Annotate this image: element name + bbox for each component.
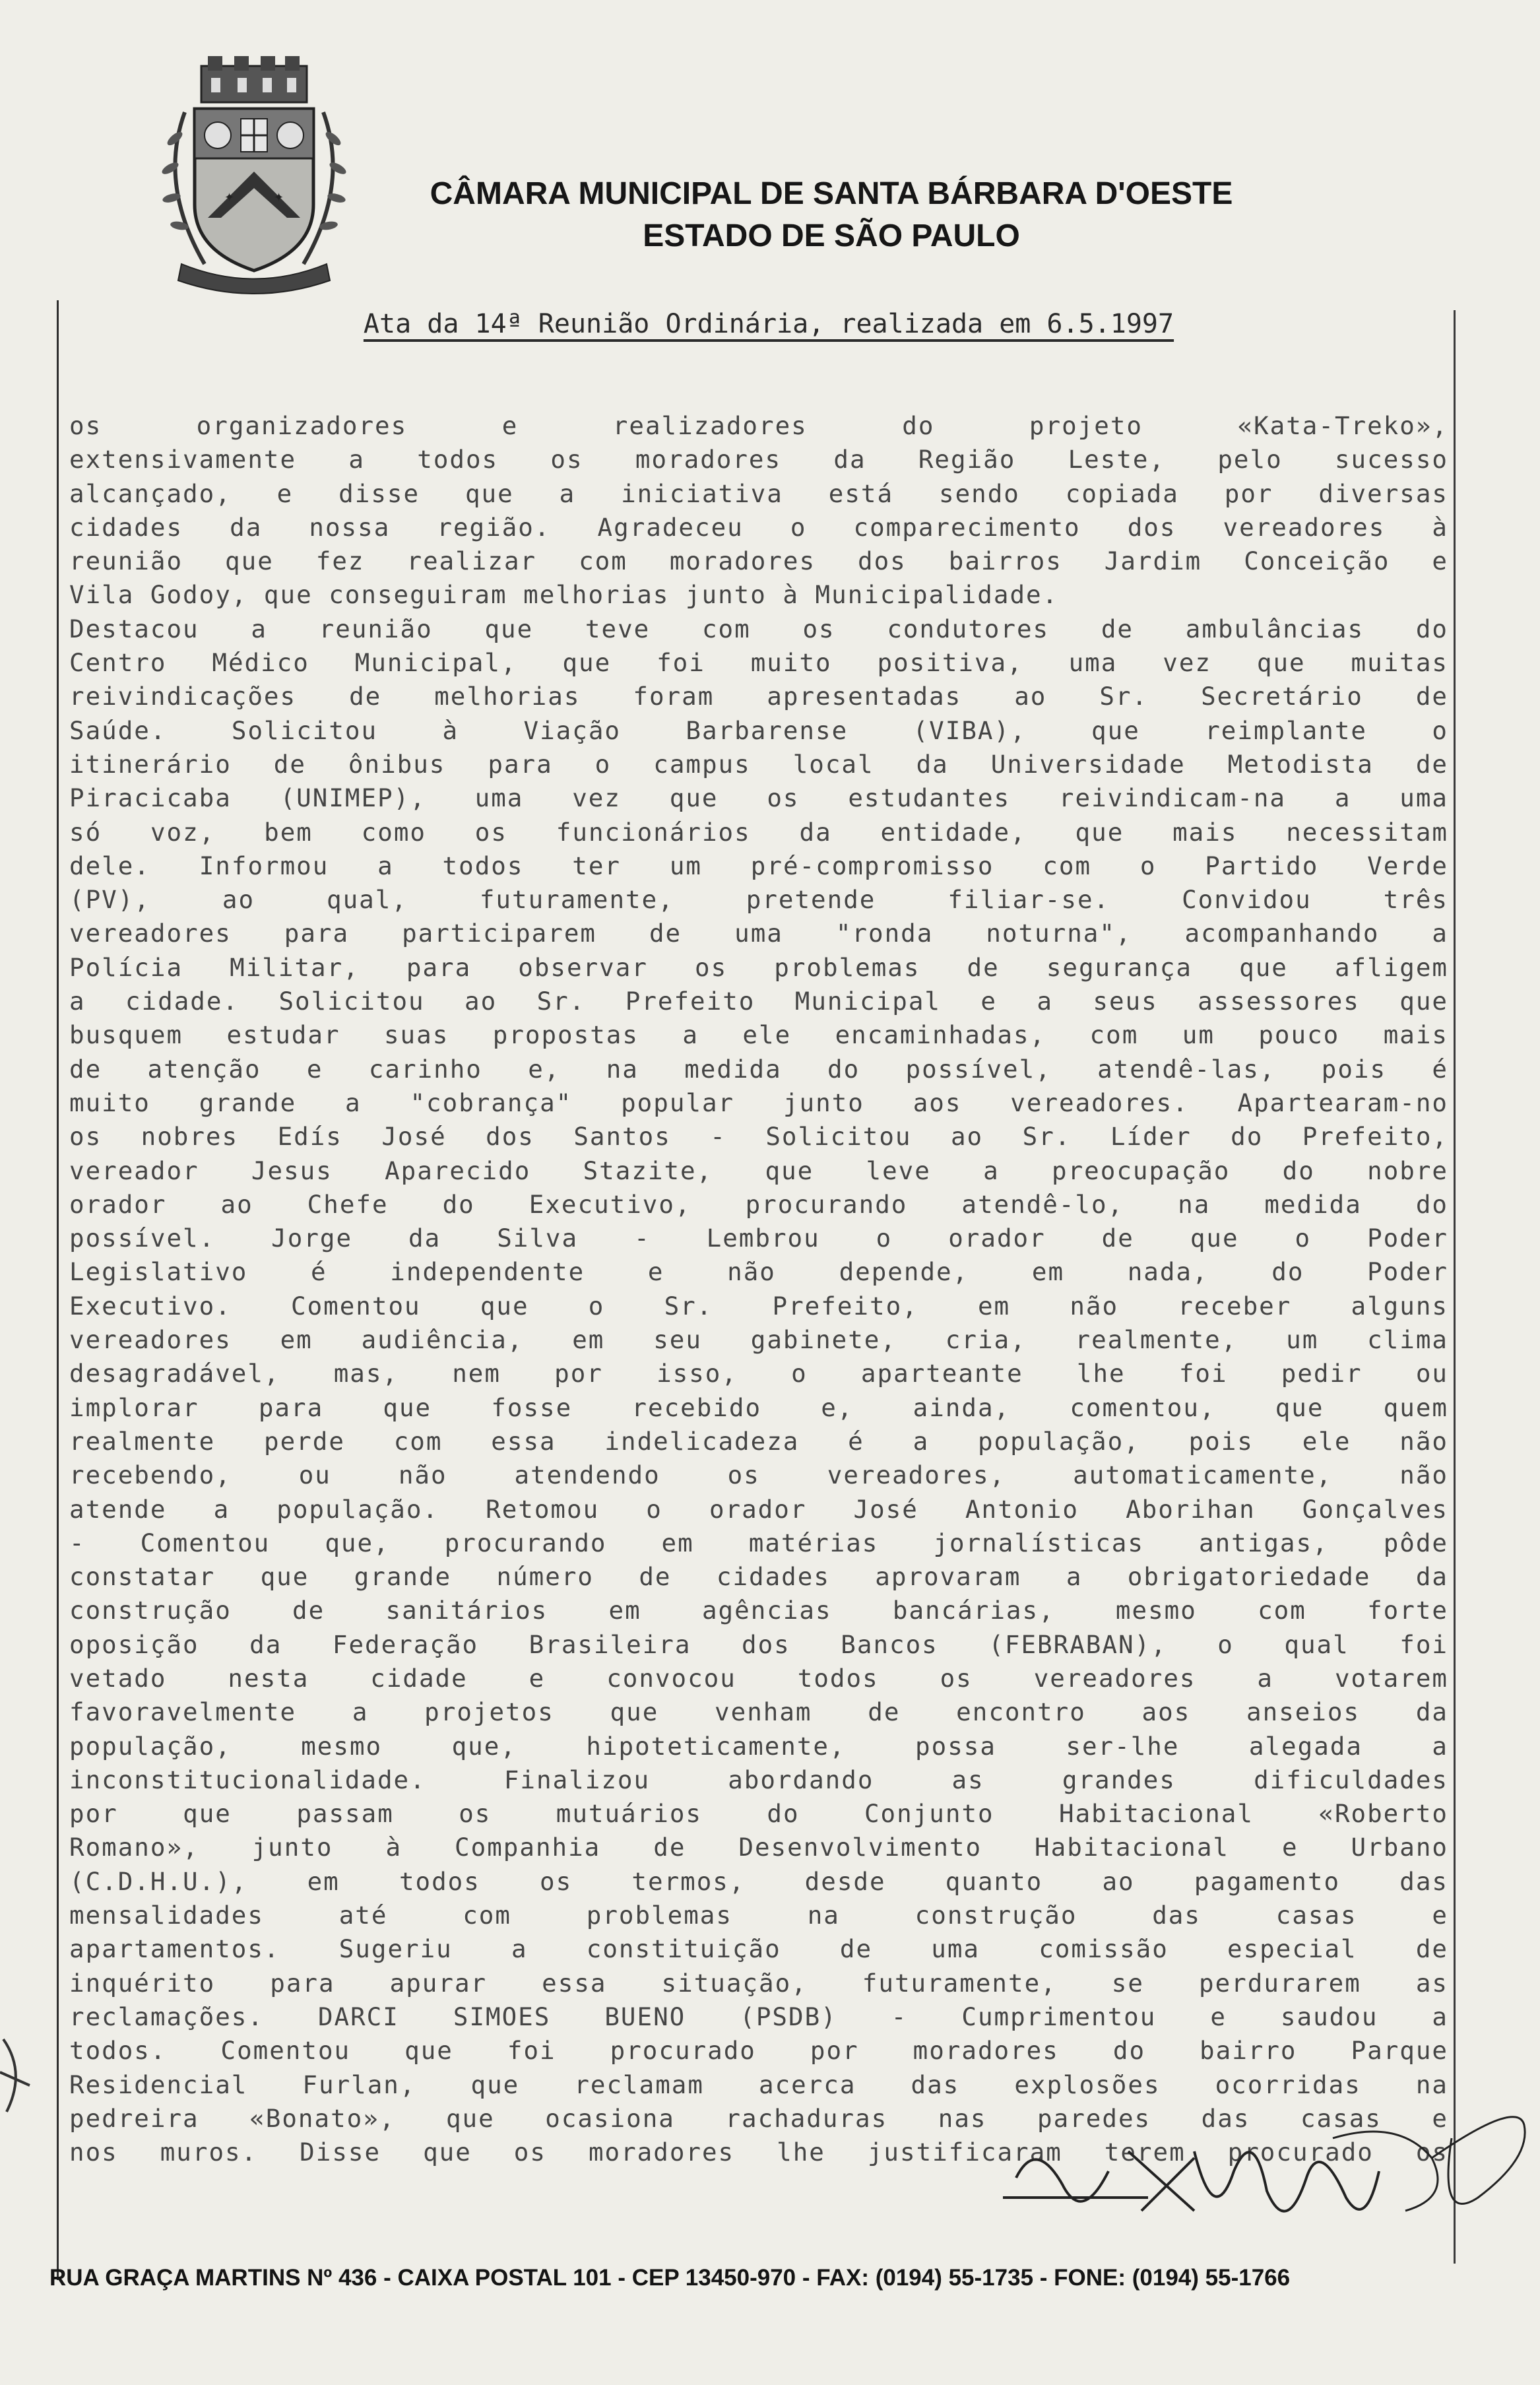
minutes-line: a cidade. Solicitou ao Sr. Prefeito Municipal e a seus assessores que [69, 987, 1448, 1016]
minutes-line: Piracicaba (UNIMEP), uma vez que os estudantes reivindicam-na a uma [69, 783, 1448, 813]
margin-annotation-mark [0, 2033, 40, 2125]
minutes-line: por que passam os mutuários do Conjunto Habitacional «Roberto [69, 1799, 1448, 1829]
minutes-line: apartamentos. Sugeriu a constituição de uma comissão especial de [69, 1934, 1448, 1964]
minutes-line: população, mesmo que, hipoteticamente, possa ser-lhe alegada a [69, 1731, 1448, 1761]
minutes-line: atende a população. Retomou o orador José Antonio Aborihan Gonçalves [69, 1494, 1448, 1524]
minutes-line: só voz, bem como os funcionários da entidade, que mais necessitam [69, 817, 1448, 847]
minutes-line: Destacou a reunião que teve com os condutores de ambulâncias do [69, 614, 1448, 643]
right-margin-rule [1454, 310, 1456, 2264]
minutes-line: reclamações. DARCI SIMOES BUENO (PSDB) - Cumprimentou e saudou a [69, 2002, 1448, 2031]
minutes-line: busquem estudar suas propostas a ele encaminhadas, com um pouco mais [69, 1020, 1448, 1050]
header-state-name: ESTADO DE SÃO PAULO [643, 218, 1020, 253]
minutes-line: possível. Jorge da Silva - Lembrou o orador de que o Poder [69, 1224, 1448, 1253]
minutes-line: nos muros. Disse que os moradores lhe justificaram terem procurado os [69, 2138, 1448, 2167]
minutes-line: construção de sanitários em agências bancárias, mesmo com forte [69, 1596, 1448, 1625]
minutes-line: todos. Comentou que foi procurado por moradores do bairro Parque [69, 2036, 1448, 2066]
minutes-line: dele. Informou a todos ter um pré-compromisso com o Partido Verde [69, 851, 1448, 880]
minutes-line: Executivo. Comentou que o Sr. Prefeito, em não receber alguns [69, 1291, 1448, 1321]
minutes-line: cidades da nossa região. Agradeceu o comparecimento dos vereadores à [69, 512, 1448, 542]
minutes-line: vereadores para participarem de uma "ronda noturna", acompanhando a [69, 919, 1448, 948]
minutes-line: muito grande a "cobrança" popular junto aos vereadores. Apartearam-no [69, 1088, 1448, 1117]
minutes-line: favoravelmente a projetos que venham de encontro aos anseios da [69, 1697, 1448, 1727]
minutes-line: pedreira «Bonato», que ocasiona rachaduras nas paredes das casas e [69, 2103, 1448, 2133]
minutes-line: itinerário de ônibus para o campus local da Universidade Metodista de [69, 749, 1448, 779]
minutes-line: oposição da Federação Brasileira dos Bancos (FEBRABAN), o qual foi [69, 1629, 1448, 1659]
minutes-line: reivindicações de melhorias foram apresentadas ao Sr. Secretário de [69, 682, 1448, 711]
minutes-line: reunião que fez realizar com moradores dos bairros Jardim Conceição e [69, 546, 1448, 576]
minutes-line: (C.D.H.U.), em todos os termos, desde quanto ao pagamento das [69, 1866, 1448, 1896]
minutes-line: alcançado, e disse que a iniciativa está sendo copiada por diversas [69, 478, 1448, 508]
minutes-line: Polícia Militar, para observar os problemas de segurança que afligem [69, 952, 1448, 982]
minutes-line: Legislativo é independente e não depende, em nada, do Poder [69, 1257, 1448, 1287]
minutes-line: (PV), ao qual, futuramente, pretende filiar-se. Convidou três [69, 885, 1448, 915]
minutes-line: de atenção e carinho e, na medida do possível, atendê-las, pois é [69, 1054, 1448, 1084]
svg-text:✦: ✦ [224, 191, 235, 205]
minutes-line: realmente perde com essa indelicadeza é a população, pois ele não [69, 1426, 1448, 1456]
svg-text:✦: ✦ [274, 191, 284, 205]
minutes-line: Residencial Furlan, que reclamam acerca das explosões ocorridas na [69, 2070, 1448, 2099]
minutes-line: extensivamente a todos os moradores da Região Leste, pelo sucesso [69, 445, 1448, 474]
minutes-line: - Comentou que, procurando em matérias jornalísticas antigas, pôde [69, 1528, 1448, 1557]
header-institution-name: CÂMARA MUNICIPAL DE SANTA BÁRBARA D'OESTE [430, 176, 1233, 211]
address-footer: RUA GRAÇA MARTINS Nº 436 - CAIXA POSTAL 101 - CEP 13450-970 - FAX: (0194) 55-1735 - FONE: (0194) 55-1766 [49, 2265, 1291, 2291]
minutes-line: recebendo, ou não atendendo os vereadores, automaticamente, não [69, 1460, 1448, 1490]
minutes-line: vereadores em audiência, em seu gabinete, cria, realmente, um clima [69, 1325, 1448, 1355]
minutes-line: Centro Médico Municipal, que foi muito positiva, uma vez que muitas [69, 648, 1448, 678]
minutes-line: os organizadores e realizadores do projeto «Kata-Treko», [69, 411, 1448, 440]
minutes-line: inquérito para apurar essa situação, futuramente, se perdurarem as [69, 1968, 1448, 1998]
minutes-line: desagradável, mas, nem por isso, o aparteante lhe foi pedir ou [69, 1359, 1448, 1389]
minutes-line: Vila Godoy, que conseguiram melhorias junto à Municipalidade. [69, 580, 1059, 610]
institution-header [369, 173, 1293, 257]
minutes-line: vereador Jesus Aparecido Stazite, que leve a preocupação do nobre [69, 1156, 1448, 1185]
minutes-line: orador ao Chefe do Executivo, procurando atendê-lo, na medida do [69, 1189, 1448, 1219]
minutes-line: vetado nesta cidade e convocou todos os vereadores a votarem [69, 1663, 1448, 1693]
minutes-line: os nobres Edís José dos Santos - Solicitou ao Sr. Líder do Prefeito, [69, 1122, 1448, 1152]
left-margin-rule [57, 300, 59, 2280]
minutes-body [69, 409, 1448, 2169]
minutes-line: Saúde. Solicitou à Viação Barbarense (VIBA), que reimplante o [69, 715, 1448, 745]
minutes-line: Romano», junto à Companhia de Desenvolvimento Habitacional e Urbano [69, 1833, 1448, 1862]
minutes-line: constatar que grande número de cidades aprovaram a obrigatoriedade da [69, 1562, 1448, 1592]
minutes-line: implorar para que fosse recebido e, ainda, comentou, que quem [69, 1392, 1448, 1422]
minutes-title: Ata da 14ª Reunião Ordinária, realizada em 6.5.1997 [363, 309, 1174, 339]
minutes-line: mensalidades até com problemas na construção das casas e [69, 1901, 1448, 1930]
municipal-coat-of-arms-icon [145, 53, 363, 297]
minutes-line: inconstitucionalidade. Finalizou abordando as grandes dificuldades [69, 1765, 1448, 1794]
